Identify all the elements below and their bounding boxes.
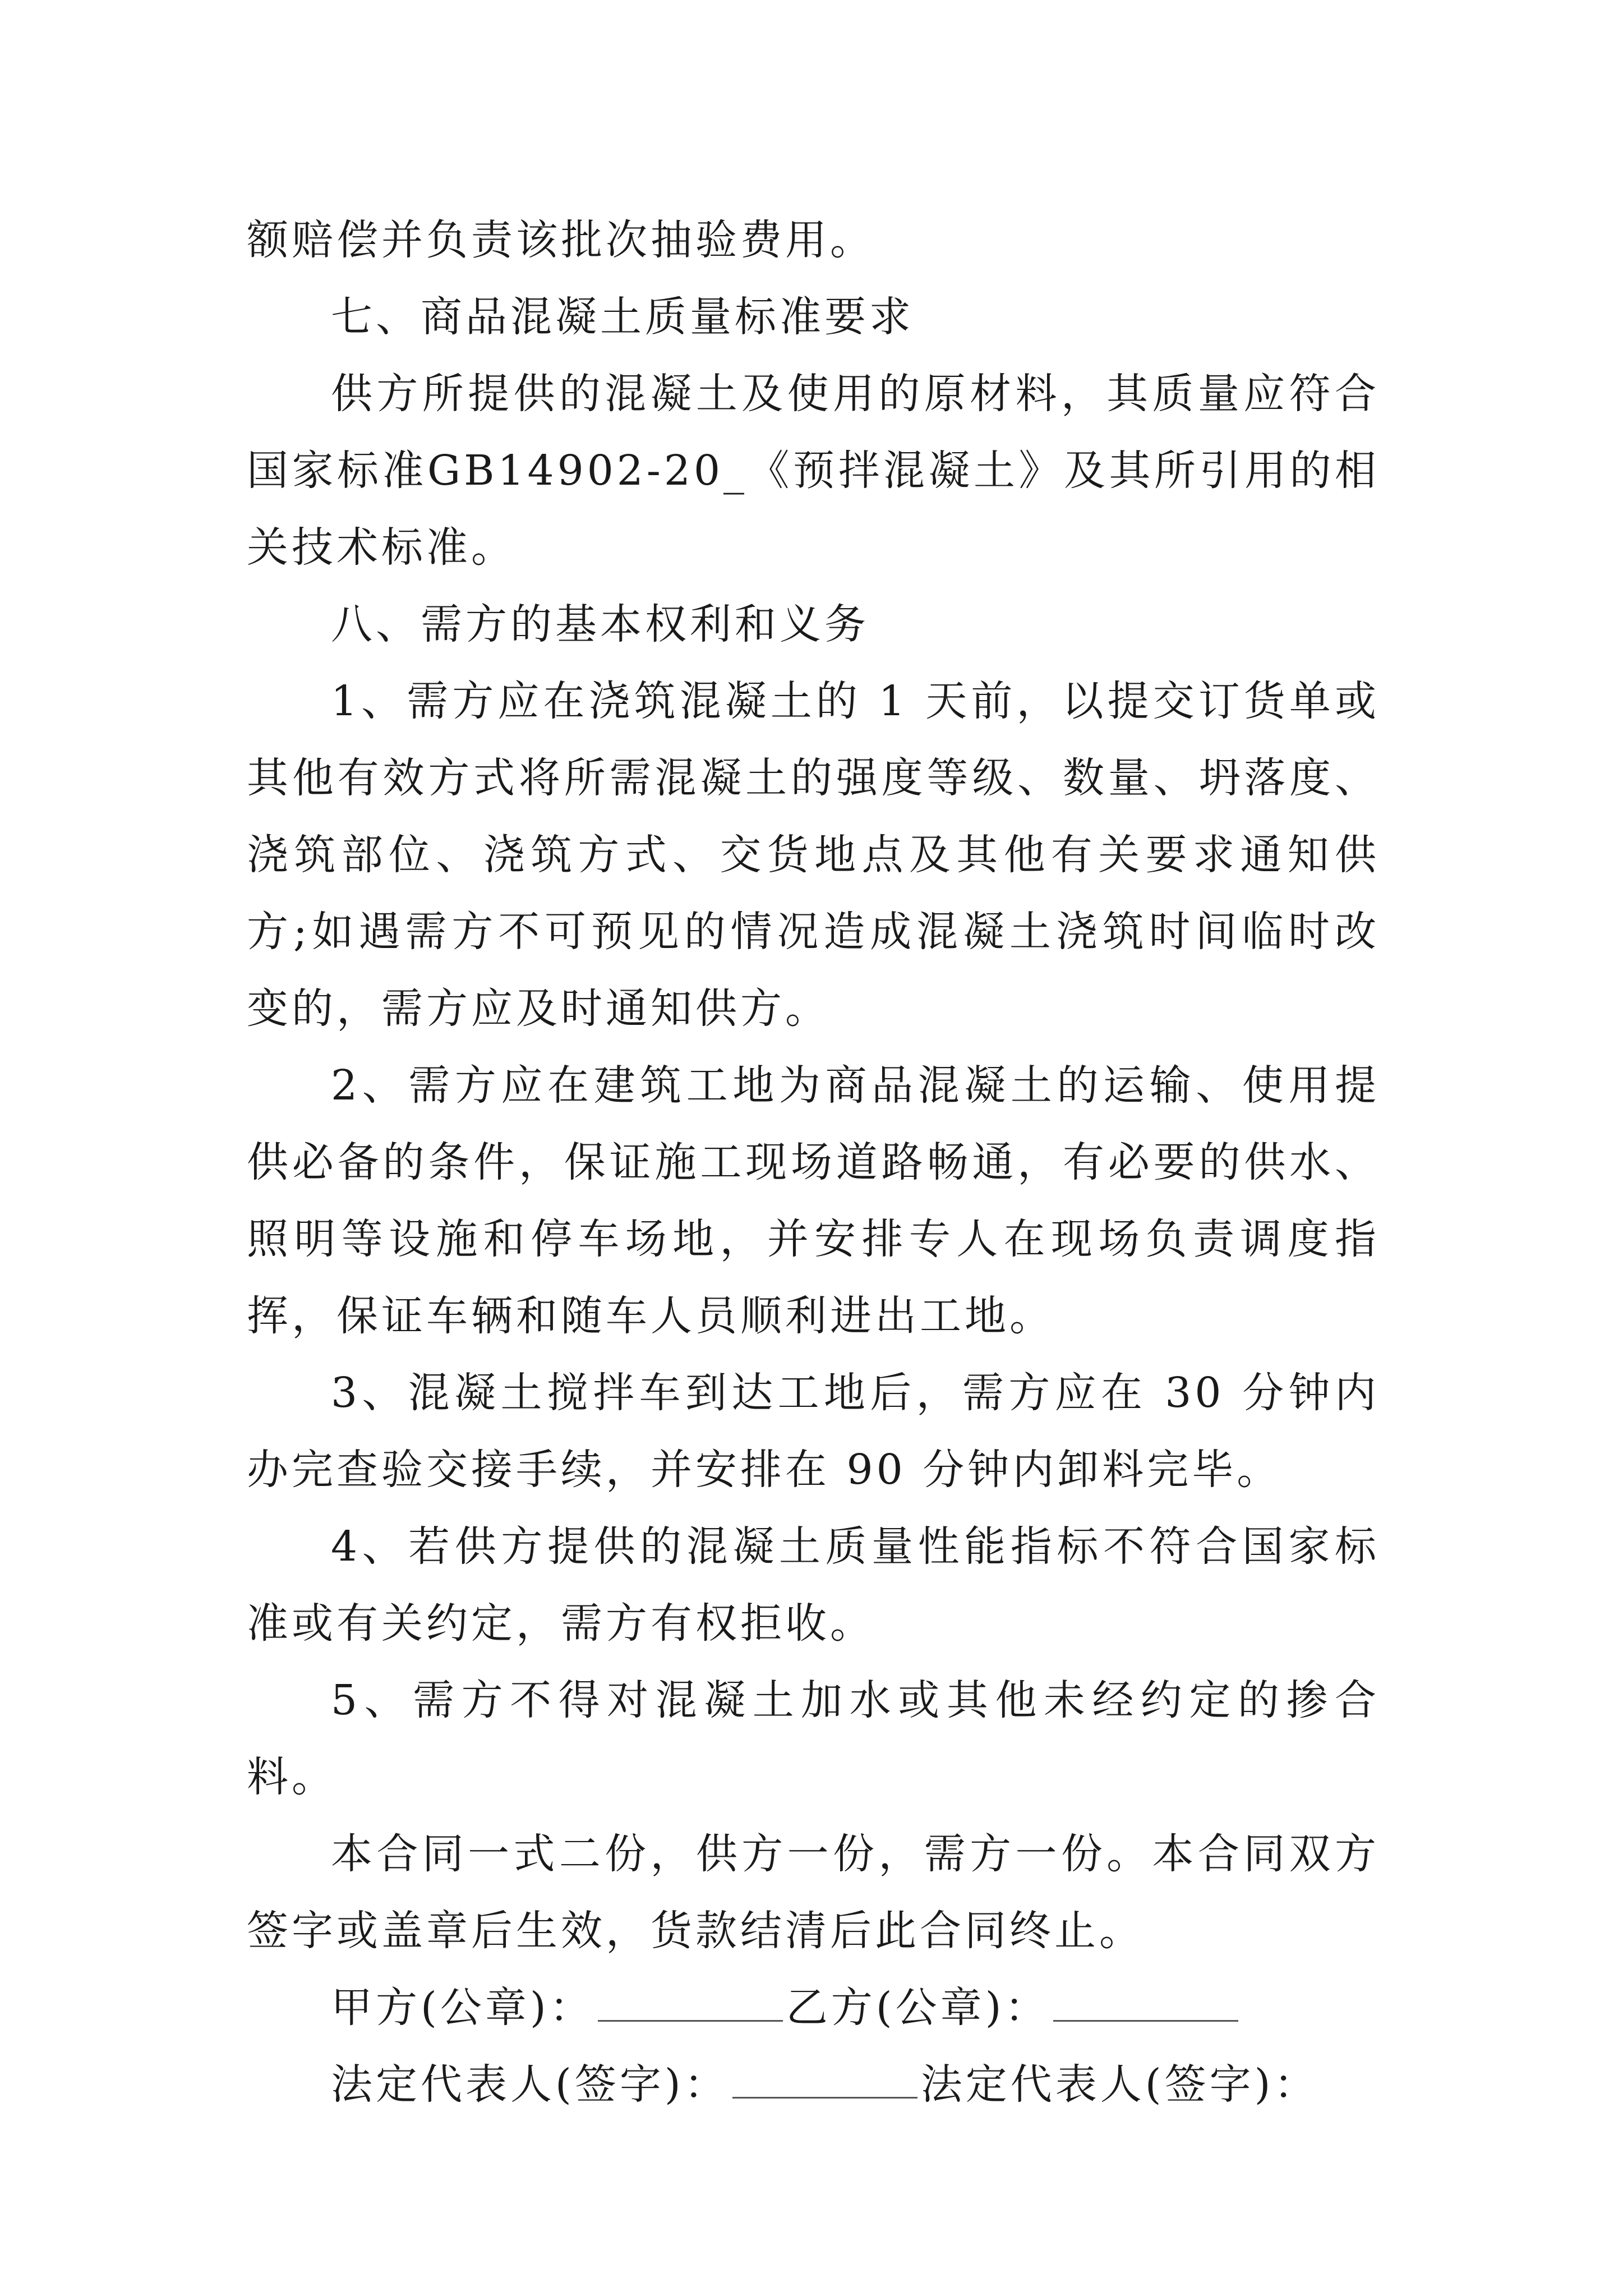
paragraph-contract-copies: 本合同一式二份，供方一份，需方一份。本合同双方签字或盖章后生效，货款结清后此合同终止。 xyxy=(247,1830,1380,1955)
party-b-seal-label: 乙方(公章)： xyxy=(786,1984,1050,2032)
paragraph-clause-5: 5、需方不得对混凝土加水或其他未经约定的掺合料。 xyxy=(247,1676,1380,1801)
party-a-seal-blank[interactable] xyxy=(598,1986,783,2022)
party-a-seal-label: 甲方(公章)： xyxy=(331,1984,594,2032)
paragraph-clause-4: 4、若供方提供的混凝土质量性能指标不符合国家标准或有关约定，需方有权拒收。 xyxy=(247,1522,1380,1648)
document-body xyxy=(247,202,1380,2123)
legal-rep-line xyxy=(247,2046,1380,2123)
legal-rep-b-label: 法定代表人(签字)： xyxy=(920,2060,1319,2109)
party-b-seal-blank[interactable] xyxy=(1053,1986,1238,2022)
section-heading-quality-standard: 七、商品混凝土质量标准要求 xyxy=(331,293,914,341)
paragraph-continuation: 额赔偿并负责该批次抽验费用。 xyxy=(247,216,875,264)
seal-line xyxy=(247,1970,1380,2046)
section-heading-buyer-rights: 八、需方的基本权利和义务 xyxy=(331,600,869,648)
legal-rep-a-blank[interactable] xyxy=(732,2063,917,2099)
paragraph-clause-1: 1、需方应在浇筑混凝土的 1 天前，以提交订货单或其他有效方式将所需混凝土的强度等级、数量、坍落度、浇筑部位、浇筑方式、交货地点及其他有关要求通知供方;如遇需方不可预见的情况造成混凝土浇筑时间临时改变的，需方应及时通知供方。 xyxy=(247,677,1380,1033)
paragraph-quality-standard: 供方所提供的混凝土及使用的原材料，其质量应符合国家标准GB14902-20_《预拌混凝土》及其所引用的相关技术标准。 xyxy=(247,370,1380,572)
paragraph-clause-2: 2、需方应在建筑工地为商品混凝土的运输、使用提供必备的条件，保证施工现场道路畅通，有必要的供水、照明等设施和停车场地，并安排专人在现场负责调度指挥，保证车辆和随车人员顺利进出工地。 xyxy=(247,1061,1380,1340)
legal-rep-a-label: 法定代表人(签字)： xyxy=(331,2060,729,2109)
paragraph-clause-3: 3、混凝土搅拌车到达工地后，需方应在 30 分钟内办完查验交接手续，并安排在 90 分钟内卸料完毕。 xyxy=(247,1369,1380,1494)
